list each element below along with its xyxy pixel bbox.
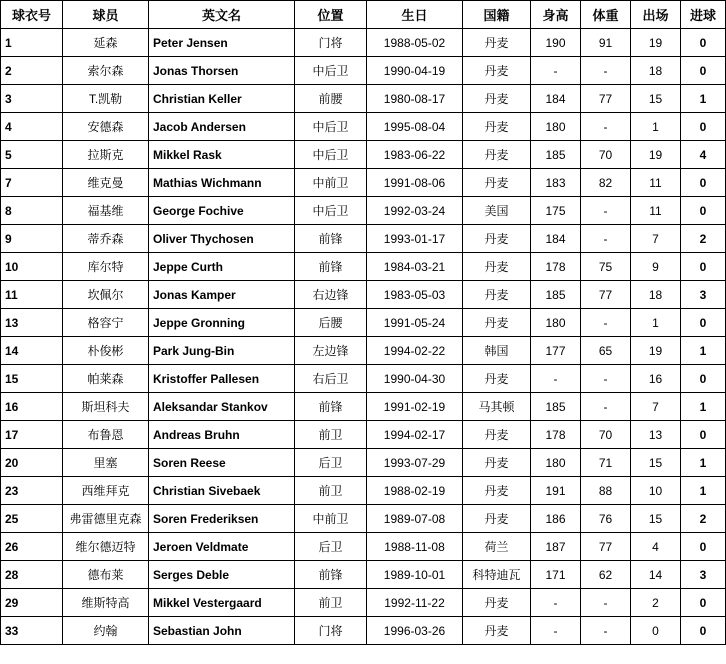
- player-number: 33: [1, 617, 63, 645]
- player-height: 175: [531, 197, 581, 225]
- table-row: [1, 421, 726, 449]
- player-name-en: Mathias Wichmann: [149, 169, 295, 197]
- player-number: 2: [1, 57, 63, 85]
- table-row: [1, 281, 726, 309]
- player-position: 门将: [295, 29, 367, 57]
- player-nationality: 科特迪瓦: [463, 561, 531, 589]
- player-weight: -: [581, 113, 631, 141]
- player-weight: -: [581, 309, 631, 337]
- player-height: 185: [531, 141, 581, 169]
- player-nationality: 丹麦: [463, 225, 531, 253]
- player-goals: 1: [681, 449, 726, 477]
- player-number: 20: [1, 449, 63, 477]
- player-number: 4: [1, 113, 63, 141]
- player-position: 左边锋: [295, 337, 367, 365]
- player-goals: 0: [681, 197, 726, 225]
- player-goals: 0: [681, 617, 726, 645]
- player-name-cn: 福基维: [63, 197, 149, 225]
- player-birthday: 1988-05-02: [367, 29, 463, 57]
- player-birthday: 1992-11-22: [367, 589, 463, 617]
- player-appearances: 1: [631, 113, 681, 141]
- player-birthday: 1991-05-24: [367, 309, 463, 337]
- player-name-en: Jeppe Curth: [149, 253, 295, 281]
- player-name-cn: 约翰: [63, 617, 149, 645]
- player-appearances: 11: [631, 197, 681, 225]
- player-goals: 3: [681, 561, 726, 589]
- player-position: 前锋: [295, 561, 367, 589]
- player-number: 1: [1, 29, 63, 57]
- player-number: 3: [1, 85, 63, 113]
- player-height: 184: [531, 225, 581, 253]
- player-height: 183: [531, 169, 581, 197]
- player-appearances: 10: [631, 477, 681, 505]
- player-birthday: 1990-04-19: [367, 57, 463, 85]
- table-row: [1, 169, 726, 197]
- player-height: 184: [531, 85, 581, 113]
- table-row: [1, 253, 726, 281]
- player-appearances: 11: [631, 169, 681, 197]
- player-height: 190: [531, 29, 581, 57]
- player-appearances: 15: [631, 505, 681, 533]
- player-number: 25: [1, 505, 63, 533]
- player-goals: 0: [681, 29, 726, 57]
- player-name-en: Aleksandar Stankov: [149, 393, 295, 421]
- player-name-cn: 德布莱: [63, 561, 149, 589]
- table-row: [1, 141, 726, 169]
- player-name-en: Jacob Andersen: [149, 113, 295, 141]
- player-name-cn: T.凯勒: [63, 85, 149, 113]
- player-nationality: 丹麦: [463, 477, 531, 505]
- player-goals: 2: [681, 505, 726, 533]
- player-nationality: 马其顿: [463, 393, 531, 421]
- table-row: [1, 533, 726, 561]
- player-nationality: 丹麦: [463, 141, 531, 169]
- player-name-cn: 库尔特: [63, 253, 149, 281]
- table-row: [1, 477, 726, 505]
- player-name-cn: 蒂乔森: [63, 225, 149, 253]
- player-position: 前锋: [295, 225, 367, 253]
- player-nationality: 丹麦: [463, 589, 531, 617]
- player-appearances: 18: [631, 57, 681, 85]
- player-number: 11: [1, 281, 63, 309]
- player-goals: 0: [681, 57, 726, 85]
- player-goals: 1: [681, 337, 726, 365]
- player-name-en: George Fochive: [149, 197, 295, 225]
- player-number: 14: [1, 337, 63, 365]
- player-birthday: 1991-08-06: [367, 169, 463, 197]
- table-row: [1, 337, 726, 365]
- player-name-en: Jeppe Gronning: [149, 309, 295, 337]
- player-nationality: 丹麦: [463, 169, 531, 197]
- player-number: 10: [1, 253, 63, 281]
- player-height: 171: [531, 561, 581, 589]
- player-birthday: 1995-08-04: [367, 113, 463, 141]
- player-name-cn: 安德森: [63, 113, 149, 141]
- player-goals: 4: [681, 141, 726, 169]
- player-name-cn: 斯坦科夫: [63, 393, 149, 421]
- table-row: [1, 57, 726, 85]
- table-row: [1, 225, 726, 253]
- player-goals: 0: [681, 533, 726, 561]
- player-appearances: 19: [631, 337, 681, 365]
- player-name-en: Serges Deble: [149, 561, 295, 589]
- player-goals: 1: [681, 393, 726, 421]
- player-nationality: 丹麦: [463, 253, 531, 281]
- player-weight: -: [581, 589, 631, 617]
- player-birthday: 1994-02-22: [367, 337, 463, 365]
- player-birthday: 1991-02-19: [367, 393, 463, 421]
- player-goals: 0: [681, 365, 726, 393]
- column-header-position: 位置: [295, 1, 367, 29]
- player-goals: 1: [681, 85, 726, 113]
- player-weight: -: [581, 365, 631, 393]
- player-name-en: Jeroen Veldmate: [149, 533, 295, 561]
- player-name-en: Andreas Bruhn: [149, 421, 295, 449]
- player-appearances: 4: [631, 533, 681, 561]
- player-birthday: 1989-07-08: [367, 505, 463, 533]
- player-birthday: 1980-08-17: [367, 85, 463, 113]
- table-row: [1, 309, 726, 337]
- player-weight: -: [581, 57, 631, 85]
- player-weight: 62: [581, 561, 631, 589]
- player-weight: 71: [581, 449, 631, 477]
- player-goals: 0: [681, 253, 726, 281]
- player-position: 前锋: [295, 393, 367, 421]
- player-nationality: 丹麦: [463, 505, 531, 533]
- player-nationality: 丹麦: [463, 421, 531, 449]
- player-height: 185: [531, 281, 581, 309]
- player-name-cn: 索尔森: [63, 57, 149, 85]
- player-birthday: 1993-07-29: [367, 449, 463, 477]
- player-name-en: Mikkel Vestergaard: [149, 589, 295, 617]
- player-name-cn: 维斯特高: [63, 589, 149, 617]
- player-weight: -: [581, 617, 631, 645]
- player-weight: 70: [581, 421, 631, 449]
- column-header-english-name: 英文名: [149, 1, 295, 29]
- player-goals: 0: [681, 421, 726, 449]
- player-name-cn: 朴俊彬: [63, 337, 149, 365]
- player-nationality: 丹麦: [463, 281, 531, 309]
- player-appearances: 15: [631, 85, 681, 113]
- player-nationality: 丹麦: [463, 449, 531, 477]
- player-position: 前锋: [295, 253, 367, 281]
- player-name-en: Oliver Thychosen: [149, 225, 295, 253]
- table-row: [1, 197, 726, 225]
- player-goals: 3: [681, 281, 726, 309]
- player-goals: 0: [681, 309, 726, 337]
- player-position: 前卫: [295, 477, 367, 505]
- player-height: 187: [531, 533, 581, 561]
- column-header-goals: 进球: [681, 1, 726, 29]
- player-appearances: 15: [631, 449, 681, 477]
- table-row: [1, 589, 726, 617]
- player-weight: -: [581, 197, 631, 225]
- player-weight: 77: [581, 85, 631, 113]
- column-header-birthday: 生日: [367, 1, 463, 29]
- table-header-row: [1, 1, 726, 29]
- player-nationality: 美国: [463, 197, 531, 225]
- player-nationality: 丹麦: [463, 85, 531, 113]
- column-header-nationality: 国籍: [463, 1, 531, 29]
- player-number: 8: [1, 197, 63, 225]
- player-position: 中后卫: [295, 113, 367, 141]
- player-appearances: 7: [631, 225, 681, 253]
- player-position: 后卫: [295, 449, 367, 477]
- player-nationality: 丹麦: [463, 365, 531, 393]
- player-birthday: 1993-01-17: [367, 225, 463, 253]
- player-weight: -: [581, 393, 631, 421]
- player-birthday: 1994-02-17: [367, 421, 463, 449]
- player-name-en: Soren Reese: [149, 449, 295, 477]
- player-appearances: 0: [631, 617, 681, 645]
- player-weight: 77: [581, 281, 631, 309]
- player-number: 16: [1, 393, 63, 421]
- player-height: -: [531, 365, 581, 393]
- player-appearances: 7: [631, 393, 681, 421]
- player-nationality: 丹麦: [463, 57, 531, 85]
- player-number: 13: [1, 309, 63, 337]
- player-number: 26: [1, 533, 63, 561]
- table-row: [1, 29, 726, 57]
- player-position: 中前卫: [295, 169, 367, 197]
- player-name-cn: 格容宁: [63, 309, 149, 337]
- player-name-en: Soren Frederiksen: [149, 505, 295, 533]
- player-goals: 1: [681, 477, 726, 505]
- player-number: 28: [1, 561, 63, 589]
- player-appearances: 19: [631, 141, 681, 169]
- column-header-player: 球员: [63, 1, 149, 29]
- player-appearances: 16: [631, 365, 681, 393]
- player-weight: -: [581, 225, 631, 253]
- player-appearances: 13: [631, 421, 681, 449]
- player-birthday: 1996-03-26: [367, 617, 463, 645]
- player-position: 前卫: [295, 421, 367, 449]
- player-position: 门将: [295, 617, 367, 645]
- table-row: [1, 561, 726, 589]
- player-number: 23: [1, 477, 63, 505]
- player-name-cn: 弗雷德里克森: [63, 505, 149, 533]
- player-appearances: 2: [631, 589, 681, 617]
- table-row: [1, 113, 726, 141]
- player-position: 右边锋: [295, 281, 367, 309]
- player-weight: 75: [581, 253, 631, 281]
- player-goals: 0: [681, 589, 726, 617]
- player-birthday: 1984-03-21: [367, 253, 463, 281]
- player-goals: 0: [681, 113, 726, 141]
- column-header-appearances: 出场: [631, 1, 681, 29]
- player-birthday: 1988-02-19: [367, 477, 463, 505]
- column-header-height: 身高: [531, 1, 581, 29]
- player-nationality: 丹麦: [463, 617, 531, 645]
- player-position: 右后卫: [295, 365, 367, 393]
- player-name-en: Jonas Thorsen: [149, 57, 295, 85]
- player-height: 178: [531, 253, 581, 281]
- player-number: 29: [1, 589, 63, 617]
- player-birthday: 1983-05-03: [367, 281, 463, 309]
- player-weight: 91: [581, 29, 631, 57]
- table-row: [1, 365, 726, 393]
- player-position: 中后卫: [295, 141, 367, 169]
- player-height: 178: [531, 421, 581, 449]
- player-height: -: [531, 589, 581, 617]
- player-position: 中后卫: [295, 197, 367, 225]
- player-nationality: 丹麦: [463, 113, 531, 141]
- player-name-cn: 布鲁恩: [63, 421, 149, 449]
- player-birthday: 1992-03-24: [367, 197, 463, 225]
- player-weight: 77: [581, 533, 631, 561]
- table-row: [1, 393, 726, 421]
- player-birthday: 1990-04-30: [367, 365, 463, 393]
- table-row: [1, 505, 726, 533]
- player-name-cn: 里塞: [63, 449, 149, 477]
- player-number: 7: [1, 169, 63, 197]
- player-weight: 65: [581, 337, 631, 365]
- player-birthday: 1989-10-01: [367, 561, 463, 589]
- player-nationality: 丹麦: [463, 309, 531, 337]
- player-nationality: 韩国: [463, 337, 531, 365]
- player-height: 191: [531, 477, 581, 505]
- player-goals: 2: [681, 225, 726, 253]
- player-number: 17: [1, 421, 63, 449]
- player-name-en: Park Jung-Bin: [149, 337, 295, 365]
- player-birthday: 1988-11-08: [367, 533, 463, 561]
- table-row: [1, 617, 726, 645]
- player-weight: 88: [581, 477, 631, 505]
- player-number: 15: [1, 365, 63, 393]
- player-goals: 0: [681, 169, 726, 197]
- player-name-cn: 维克曼: [63, 169, 149, 197]
- player-number: 5: [1, 141, 63, 169]
- player-appearances: 1: [631, 309, 681, 337]
- player-height: 185: [531, 393, 581, 421]
- player-height: 186: [531, 505, 581, 533]
- player-name-cn: 帕莱森: [63, 365, 149, 393]
- player-appearances: 14: [631, 561, 681, 589]
- player-name-en: Christian Sivebaek: [149, 477, 295, 505]
- player-name-en: Jonas Kamper: [149, 281, 295, 309]
- table-row: [1, 449, 726, 477]
- player-birthday: 1983-06-22: [367, 141, 463, 169]
- player-height: 180: [531, 309, 581, 337]
- player-name-en: Peter Jensen: [149, 29, 295, 57]
- player-name-cn: 坎佩尔: [63, 281, 149, 309]
- player-position: 中后卫: [295, 57, 367, 85]
- player-name-cn: 西维拜克: [63, 477, 149, 505]
- player-name-cn: 延森: [63, 29, 149, 57]
- player-weight: 82: [581, 169, 631, 197]
- player-name-cn: 维尔德迈特: [63, 533, 149, 561]
- player-name-en: Christian Keller: [149, 85, 295, 113]
- player-position: 前腰: [295, 85, 367, 113]
- player-weight: 76: [581, 505, 631, 533]
- player-height: 177: [531, 337, 581, 365]
- column-header-weight: 体重: [581, 1, 631, 29]
- player-height: 180: [531, 449, 581, 477]
- player-name-en: Sebastian John: [149, 617, 295, 645]
- player-nationality: 荷兰: [463, 533, 531, 561]
- player-height: 180: [531, 113, 581, 141]
- player-position: 中前卫: [295, 505, 367, 533]
- column-header-shirt-number: 球衣号: [1, 1, 63, 29]
- player-name-cn: 拉斯克: [63, 141, 149, 169]
- player-number: 9: [1, 225, 63, 253]
- player-appearances: 19: [631, 29, 681, 57]
- player-name-en: Mikkel Rask: [149, 141, 295, 169]
- table-row: [1, 85, 726, 113]
- player-height: -: [531, 617, 581, 645]
- player-name-en: Kristoffer Pallesen: [149, 365, 295, 393]
- player-position: 前卫: [295, 589, 367, 617]
- player-appearances: 9: [631, 253, 681, 281]
- player-appearances: 18: [631, 281, 681, 309]
- player-position: 后卫: [295, 533, 367, 561]
- player-nationality: 丹麦: [463, 29, 531, 57]
- player-position: 后腰: [295, 309, 367, 337]
- player-height: -: [531, 57, 581, 85]
- player-weight: 70: [581, 141, 631, 169]
